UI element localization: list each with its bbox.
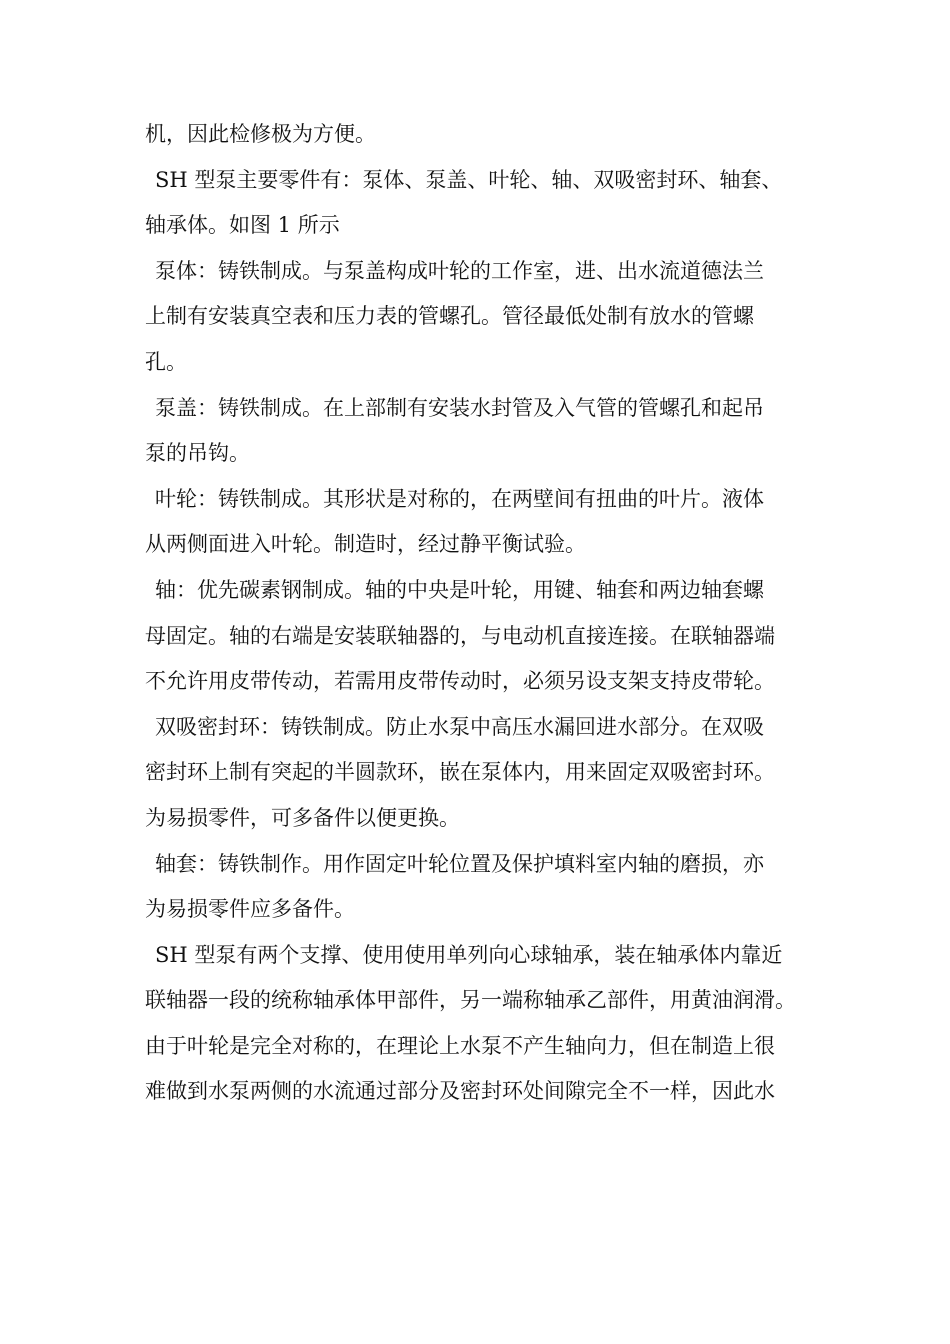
text-line: 不允许用皮带传动，若需用皮带传动时，必须另设支架支持皮带轮。 (145, 669, 775, 694)
paragraph-start-line: 泵盖：铸铁制成。在上部制有安装水封管及入气管的管螺孔和起吊 (155, 395, 764, 420)
paragraph-start-line: SH 型泵主要零件有：泵体、泵盖、叶轮、轴、双吸密封环、轴套、 (155, 167, 783, 192)
text-line: 密封环上制有突起的半圆款环，嵌在泵体内，用来固定双吸密封环。 (145, 760, 775, 785)
text-line: 母固定。轴的右端是安装联轴器的，与电动机直接连接。在联轴器端 (145, 623, 775, 648)
text-line: 为易损零件，可多备件以便更换。 (145, 805, 460, 830)
paragraph-start-line: 轴：优先碳素钢制成。轴的中央是叶轮，用键、轴套和两边轴套螺 (155, 577, 764, 602)
text-line: 为易损零件应多备件。 (145, 897, 355, 922)
text-line: 孔。 (145, 349, 187, 374)
text-line: 上制有安装真空表和压力表的管螺孔。管径最低处制有放水的管螺 (145, 304, 754, 329)
text-line: 由于叶轮是完全对称的，在理论上水泵不产生轴向力，但在制造上很 (145, 1033, 775, 1058)
text-line: 联轴器一段的统称轴承体甲部件，另一端称轴承乙部件，用黄油润滑。 (145, 988, 796, 1013)
paragraph-start-line: 轴套：铸铁制作。用作固定叶轮位置及保护填料室内轴的磨损，亦 (155, 851, 764, 876)
text-line: 泵的吊钩。 (145, 441, 250, 466)
text-line: 难做到水泵两侧的水流通过部分及密封环处间隙完全不一样，因此水 (145, 1079, 775, 1104)
paragraph-start-line: 叶轮：铸铁制成。其形状是对称的，在两壁间有扭曲的叶片。液体 (155, 486, 764, 511)
text-line: 从两侧面进入叶轮。制造时，经过静平衡试验。 (145, 532, 586, 557)
text-line: 机，因此检修极为方便。 (145, 122, 376, 146)
document-body (145, 112, 810, 1115)
paragraph-start-line: 双吸密封环：铸铁制成。防止水泵中高压水漏回进水部分。在双吸 (155, 714, 764, 739)
paragraph-start-line: 泵体：铸铁制成。与泵盖构成叶轮的工作室，进、出水流道德法兰 (155, 258, 764, 283)
paragraph-start-line: SH 型泵有两个支撑、使用使用单列向心球轴承，装在轴承体内靠近 (155, 942, 783, 967)
text-line: 轴承体。如图 1 所示 (145, 213, 340, 238)
